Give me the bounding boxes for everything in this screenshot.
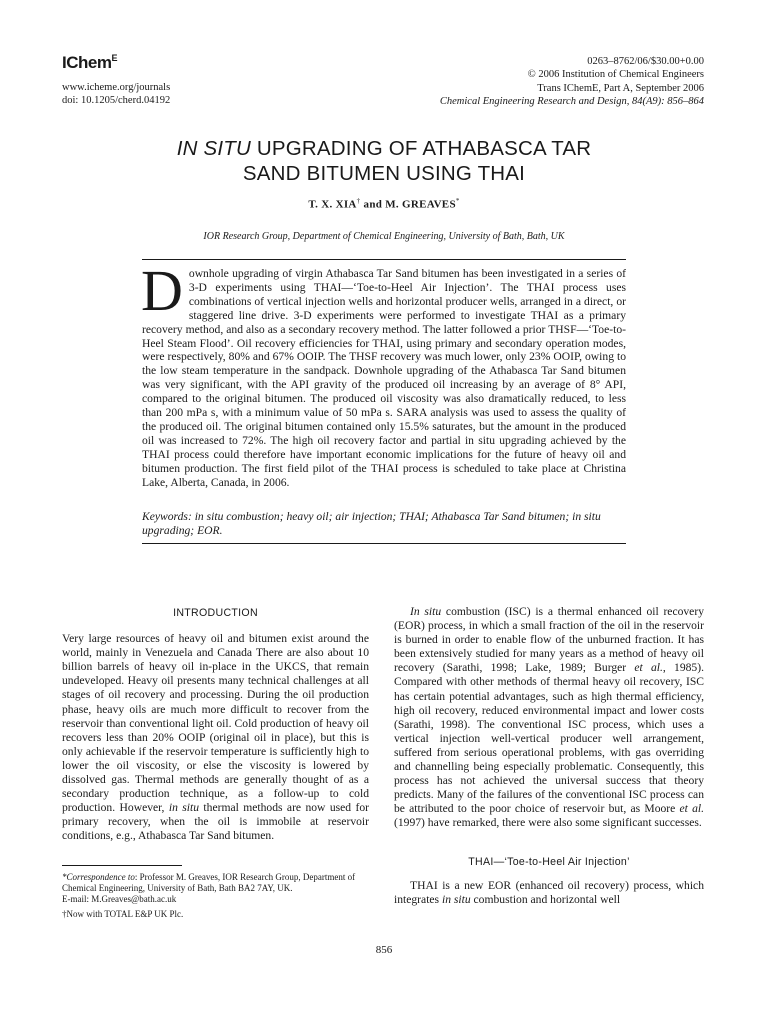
left-column <box>62 606 369 844</box>
trans-line: Trans IChemE, Part A, September 2006 <box>537 82 704 94</box>
copyright-line: © 2006 Institution of Chemical Engineers <box>527 69 704 81</box>
abstract-text: ownhole upgrading of virgin Athabasca Tar Sand bitumen has been investigated in a series of 3-D experiments using THAI—‘Toe-to-Heel Air Injection’. The THAI process uses combinations of vertical injection wells and horizontal producer wells, arranged in a direct, or staggered line drive. 3-D experiments were performed to investigate THAI as a primary recovery method, and also as a secondary recovery method. The latter followed a prior THSF—‘Toe-to-Heel Steam Flood’. Oil recovery efficiencies for THAI, using primary and secondary operation modes, were respectively, 80% and 67% OOIP. The THSF recovery was much lower, only 23% OOIP, owing to the low steam temperature in the sandpack. Downhole upgrading of the Athabasca Tar Sand bitumen was very significant, with the API gravity of the produced oil increasing by an average of 8° API, compared to the original bitumen. The produced oil viscosity was also dramatically reduced, to less than 200 mPa s, with a minimum value of 50 mPa s. SARA analysis was used to assess the quality of the produced oil. The original bitumen contained only 15.5% saturates, but the amount in the produced oil was increased to 72%. The high oil recovery factor and partial in situ upgrading achieved by the THAI process could therefore have important economic implications for the future of heavy oil and bitumen production. The first field pilot of the THAI process is scheduled to take place at Christina Lake, Alberta, Canada, in 2006. <box>142 267 626 489</box>
journal-citation: Chemical Engineering Research and Design, 84(A9): 856–864 <box>439 95 704 107</box>
section-heading-introduction: INTRODUCTION <box>173 607 258 619</box>
header-left-info <box>62 81 170 107</box>
journal-logo: IChem$^E$ <box>62 53 117 72</box>
right-column <box>394 605 704 907</box>
author-list: T. X. XIA† and M. GREAVES* <box>308 197 460 211</box>
header-right-info <box>440 55 704 108</box>
thai-paragraph: THAI is a new EOR (enhanced oil recovery) process, which integrates in situ combustion and horizontal well <box>394 878 704 906</box>
footnote-correspondence: *Correspondence to: Professor M. Greaves, IOR Research Group, Department of Chemical Engineering, University of Bath, Bath BA2 7AY, UK. E-mail: M.Greaves@bath.ac.uk <box>62 872 356 904</box>
keywords: Keywords: in situ combustion; heavy oil; air injection; THAI; Athabasca Tar Sand bitumen; in situ upgrading; EOR. <box>142 510 601 537</box>
footnote-affiliation-change: †Now with TOTAL E&P UK Plc. <box>62 909 184 919</box>
section-heading-thai: THAI—‘Toe-to-Heel Air Injection’ <box>468 855 630 868</box>
abstract-bottom-rule <box>142 543 626 544</box>
article-code: 0263–8762/06/$30.00+0.00 <box>587 56 704 67</box>
paper-title: IN SITU UPGRADING OF ATHABASCA TAR SAND BITUMEN USING THAI <box>176 137 592 185</box>
drop-cap: D <box>141 258 183 323</box>
journal-website[interactable]: www.icheme.org/journals <box>62 82 171 93</box>
correspondence-email[interactable]: E-mail: M.Greaves@bath.ac.uk <box>62 894 177 904</box>
footnote-rule <box>62 865 182 866</box>
abstract-top-rule <box>142 259 626 260</box>
intro-paragraph: Very large resources of heavy oil and bitumen exist around the world, mainly in Venezuela and Canada There are also about 10 billion barrels of heavy oil in-place in the UKCS, that remain undeveloped. Heavy oil presents many technical challenges at all stages of oil recovery and processing. During the oil production phase, heavy oils are much more difficult to recover from the reservoir than conventional light oil. Cold production of heavy oil recovers less than 20% OOIP (original oil in place), but this is only achievable if the reservoir temperature is sufficiently high to lower the oil viscosity, or else the viscosity is lowered by dissolved gas. Thermal methods are generally thought of as a secondary production technique, as a follow-up to cold production. However, in situ thermal methods are now used for primary recovery, when the oil is immobile at reservoir conditions, e.g., Athabasca Tar Sand bitumen. <box>62 632 369 843</box>
affiliation: IOR Research Group, Department of Chemical Engineering, University of Bath, Bath, UK <box>203 231 565 242</box>
isc-paragraph: In situ combustion (ISC) is a thermal enhanced oil recovery (EOR) process, in which a small fraction of the oil in the reservoir is burned in order to enable flow of the unburned fraction. It has been extensively studied for many years as a method of heavy oil recovery (Sarathi, 1998; Lake, 1989; Burger et al., 1985). Compared with other methods of thermal heavy oil recovery, ISC has certain potential advantages, such as high thermal efficiency, high oil recovery, reduced environmental impact and lower costs (Sarathi, 1998). The conventional ISC process, which uses a vertical injection well-vertical producer well arrangement, suffered from serious operational problems, with gas overriding and channelling being especially problematic. Consequently, this process has not achieved the universal success that theory predicts. Many of the failures of the conventional ISC process can be attributed to the poor choice of reservoir but, as Moore et al. (1997) have remarked, there were also some significant successes. <box>394 605 705 830</box>
page-number: 856 <box>375 944 393 956</box>
doi: doi: 10.1205/cherd.04192 <box>62 95 171 106</box>
title-italic: IN SITU <box>176 137 251 160</box>
abstract <box>141 258 626 490</box>
